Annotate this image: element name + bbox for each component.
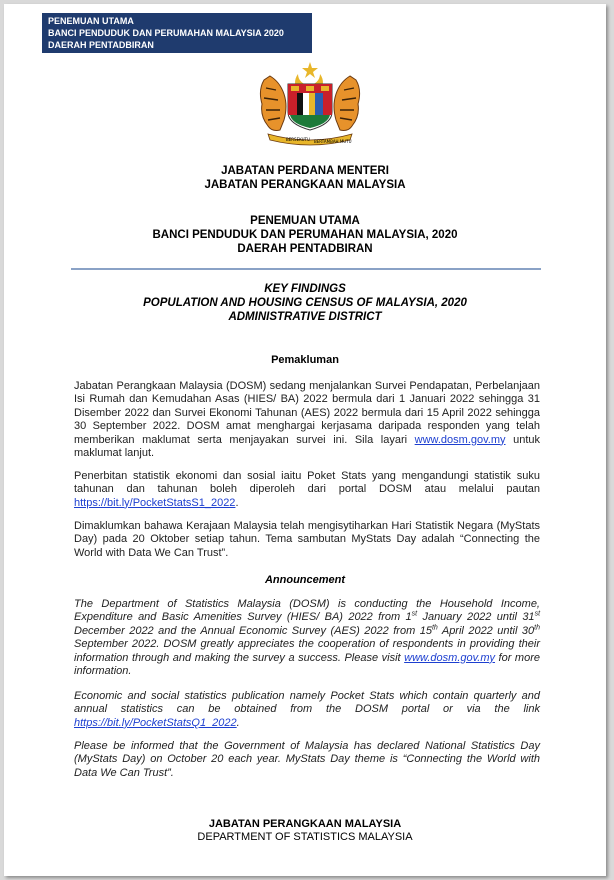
pemakluman-paragraph-1: Jabatan Perangkaan Malaysia (DOSM) sedang menjalankan Survei Pendapatan, Perbelanjaan Isi Rumah dan Kemudahan Asas (HIES/ BA) 2022 bermula dari 1 Januari 2022 sehingga 31 Disember 2022 dan Survei Ekonomi Tahunan (AES) 2022 bermula dari 15 April 2022 sehingga 30 September 2022. DOSM amat menghargai kerjasama daripada responden yang telah memberikan maklumat serta menjayakan survei ini. Sila layari www.dosm.gov.my untuk maklumat lanjut. — [74, 380, 541, 460]
pocket-stats-q1-link[interactable]: https://bit.ly/PocketStatsQ1_2022 — [74, 716, 237, 729]
pemakluman-heading: Pemakluman — [271, 354, 339, 366]
title-ms-line-3: DAERAH PENTADBIRAN — [237, 243, 373, 255]
title-en-line-3: ADMINISTRATIVE DISTRICT — [228, 311, 382, 323]
announcement-heading: Announcement — [264, 574, 346, 586]
banner-line-2: BANCI PENDUDUK DAN PERUMAHAN MALAYSIA 2020 — [48, 28, 284, 38]
pocket-stats-s1-link[interactable]: https://bit.ly/PocketStatsS1_2022 — [74, 496, 236, 509]
divider — [71, 268, 541, 270]
dosm-link[interactable]: www.dosm.gov.my — [414, 433, 506, 446]
svg-text:BERTAMBAH MUTU: BERTAMBAH MUTU — [314, 139, 352, 144]
footer — [42, 818, 568, 844]
header-banner — [42, 13, 312, 53]
announcement-paragraph-3: Please be informed that the Government of Malaysia has declared National Statistics Day (MyStats Day) on October 20 each year. MyStats Day theme is “Connecting the World with Data We Can Trust”. — [74, 740, 540, 779]
title-malay — [42, 214, 568, 256]
dosm-link-en[interactable]: www.dosm.gov.my — [404, 651, 496, 664]
department-header — [42, 164, 568, 192]
title-en-line-1: KEY FINDINGS — [264, 283, 346, 295]
banner-line-1: PENEMUAN UTAMA — [48, 16, 134, 26]
banner-line-3: DAERAH PENTADBIRAN — [48, 40, 154, 50]
footer-line-1: JABATAN PERANGKAAN MALAYSIA — [208, 818, 402, 830]
title-ms-line-1: PENEMUAN UTAMA — [250, 215, 360, 227]
dept-line-1: JABATAN PERDANA MENTERI — [221, 165, 389, 177]
title-en-line-2: POPULATION AND HOUSING CENSUS OF MALAYSIA, 2020 — [143, 297, 467, 309]
dept-line-2: JABATAN PERANGKAAN MALAYSIA — [204, 179, 406, 191]
svg-text:BERSEKUTU: BERSEKUTU — [286, 137, 310, 142]
title-ms-line-2: BANCI PENDUDUK DAN PERUMAHAN MALAYSIA, 2020 — [152, 229, 458, 241]
pemakluman-paragraph-2: Penerbitan statistik ekonomi dan sosial iaitu Poket Stats yang mengandungi statistik suku tahunan dan tahunan boleh diperoleh dari portal DOSM atau melalui pautan https://bit.ly/PocketStatsS1_2022. — [74, 470, 540, 509]
announcement-paragraph-2: Economic and social statistics publication namely Pocket Stats which contain quarterly and annual statistics can be obtained from the DOSM portal or via the link https://bit.ly/PocketStatsQ1_2022. — [74, 690, 540, 729]
footer-line-2: DEPARTMENT OF STATISTICS MALAYSIA — [197, 831, 413, 843]
malaysia-coat-of-arms-icon — [254, 60, 366, 146]
document-page — [4, 4, 606, 876]
title-english — [42, 282, 568, 324]
announcement-paragraph-1: The Department of Statistics Malaysia (DOSM) is conducting the Household Income, Expenditure and Basic Amenities Survey (HIES/ BA) 2022 from 1st January 2022 until 31st December 2022 and the Annual Economic Survey (AES) 2022 from 15th April 2022 until 30th September 2022. DOSM greatly appreciates the cooperation of respondents in providing their information through and making the survey a success. Please visit www.dosm.gov.my for more information. — [74, 598, 541, 678]
pemakluman-paragraph-3: Dimaklumkan bahawa Kerajaan Malaysia telah mengisytiharkan Hari Statistik Negara (MyStats Day) pada 20 Oktober setiap tahun. Tema sambutan MyStats Day adalah “Connecting the World with Data We Can Trust”. — [74, 520, 540, 559]
